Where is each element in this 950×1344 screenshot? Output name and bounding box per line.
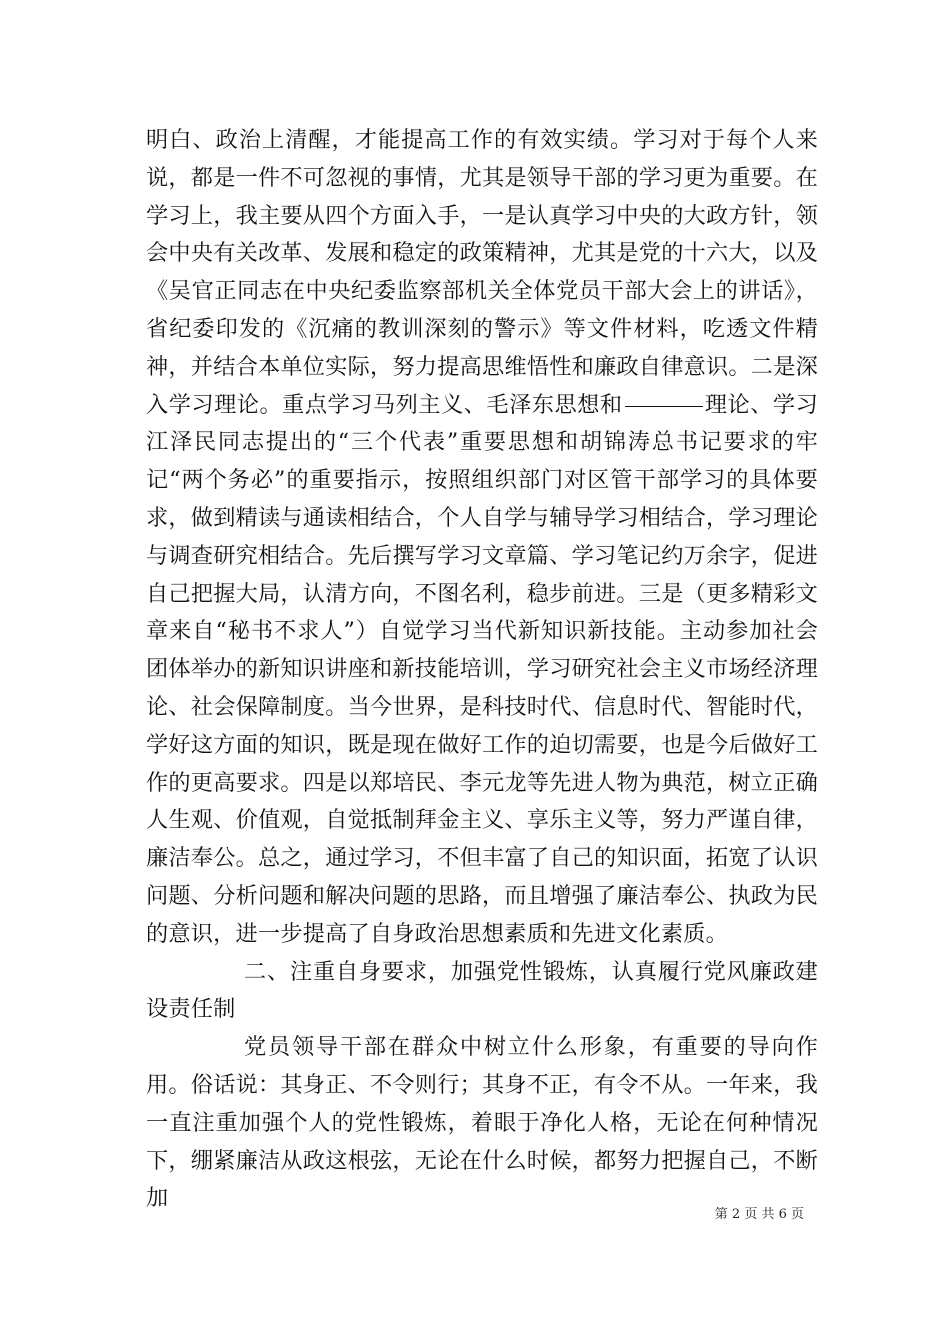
paragraph-study	[146, 122, 818, 954]
paragraph-study-text-1: 明白、政治上清醒，才能提高工作的有效实绩。学习对于每个人来说，都是一件不可忽视的事情，尤其是领导干部的学习更为重要。在学习上，我主要从四个方面入手，一是认真学习中央的大政方针，领会中央有关改革、发展和稳定的政策精神，尤其是党的十六大，以及《吴官正同志在中央纪委监察部机关全体党员干部大会上的讲话》，省纪委印发的《沉痛的教训深刻的警示》等文件材料，吃透文件精神，并结合本单位实际，努力提高思维悟性和廉政自律意识。二是深入学习理论。重点学习马列主义、毛泽东思想和	[146, 127, 818, 418]
blank-underline	[625, 405, 703, 407]
paragraph-study-text-2: 理论、学习江泽民同志提出的“三个代表”重要思想和胡锦涛总书记要求的牢记“两个务必”的重要指示，按照组织部门对区管干部学习的具体要求，做到精读与通读相结合，个人自学与辅导学习相结合，学习理论与调查研究相结合。先后撰写学习文章篇、学习笔记约万余字，促进自己把握大局，认清方向，不图名利，稳步前进。三是（更多精彩文章来自“秘书不求人”）自觉学习当代新知识新技能。主动参加社会团体举办的新知识讲座和新技能培训，学习研究社会主义市场经济理论、社会保障制度。当今世界，是科技时代、信息时代、智能时代，学好这方面的知识，既是现在做好工作的迫切需要，也是今后做好工作的更高要求。四是以郑培民、李元龙等先进人物为典范，树立正确人生观、价值观，自觉抵制拜金主义、享乐主义等，努力严谨自律，廉洁奉公。总之，通过学习，不但丰富了自己的知识面，拓宽了认识问题、分析问题和解决问题的思路，而且增强了廉洁奉公、执政为民的意识，进一步提高了自身政治思想素质和先进文化素质。	[146, 391, 819, 947]
document-body	[146, 122, 818, 1218]
page-number: 第 2 页 共 6 页	[714, 1207, 804, 1222]
paragraph-conduct: 党员领导干部在群众中树立什么形象，有重要的导向作用。俗话说：其身正、不令则行；其身不正，有令不从。一年来，我一直注重加强个人的党性锻炼，着眼于净化人格，无论在何种情况下，绷紧廉洁从政这根弦，无论在什么时候，都努力把握自己，不断加	[146, 1034, 818, 1212]
section-heading-2: 二、注重自身要求，加强党性锻炼，认真履行党风廉政建设责任制	[146, 958, 818, 1023]
